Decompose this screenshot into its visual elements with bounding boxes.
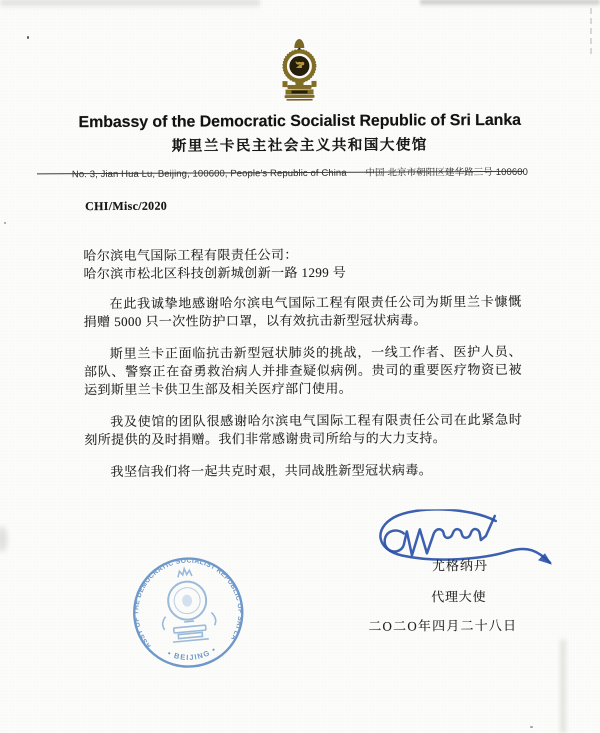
embassy-stamp-icon <box>112 536 264 688</box>
letter-body <box>83 245 522 481</box>
reference-number: CHI/Misc/2020 <box>85 198 168 214</box>
body-paragraph-1: 在此我诚挚地感谢哈尔滨电气国际工程有限责任公司为斯里兰卡慷慨捐赠 5000 只一次性防护口罩，以有效抗击新型冠状病毒。 <box>83 293 522 330</box>
letter-date: 二O二O年四月二十八日 <box>368 617 518 634</box>
embassy-address-english: No. 3, Jian Hua Lu, Beijing, 100600, People's Republic of China <box>71 167 347 181</box>
stamp-ring-text: EMBASSY OF THE DEMOCRATIC SOCIALIST REPUBLIC OF SRI LANKA <box>133 557 244 650</box>
signer-title: 代理大使 <box>431 589 487 605</box>
embassy-title-english: Embassy of the Democratic Socialist Republic of Sri Lanka <box>78 111 521 132</box>
stamp-city-text: • BEIJING • <box>166 644 219 663</box>
body-paragraph-4: 我坚信我们将一起共克时艰，共同战胜新型冠状病毒。 <box>110 462 433 479</box>
signer-name: 尤格纳丹 <box>431 558 489 574</box>
recipient-block <box>83 245 521 283</box>
letterhead <box>0 35 600 180</box>
recipient-address: 哈尔滨市松北区科技创新城创新一路 1299 号 <box>83 264 347 282</box>
body-paragraph-2: 斯里兰卡正面临抗击新型冠状肺炎的挑战，一线工作者、医护人员、部队、警察正在奋勇救治病人并排查疑似病例。贵司的重要医疗物资已被运到斯里兰卡供卫生部及相关医疗部门使用。 <box>83 343 523 398</box>
embassy-address-chinese: 中国 北京市朝阳区建华路三号 100600 <box>365 166 529 179</box>
embassy-title-chinese: 斯里兰卡民主社会主义共和国大使馆 <box>171 137 428 155</box>
recipient-name: 哈尔滨电气国际工程有限责任公司： <box>83 247 298 264</box>
signature-letters-stroke <box>385 516 495 556</box>
sri-lanka-emblem-icon <box>277 37 321 103</box>
body-paragraph-3: 我及使馆的团队很感谢哈尔滨电气国际工程有限责任公司在此紧急时刻所提供的及时捐赠。我们非常感谢贵司所给与的大力支持。 <box>84 411 523 448</box>
stamp-emblem <box>158 566 218 643</box>
